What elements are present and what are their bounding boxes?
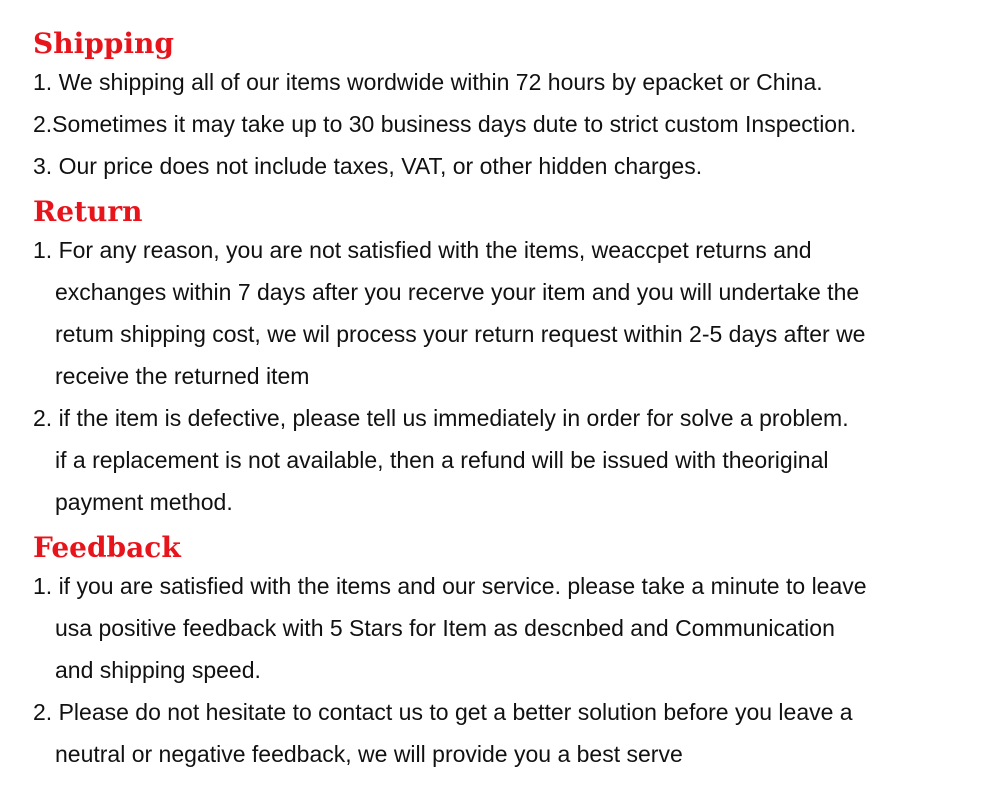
return-line-2: exchanges within 7 days after you recerve your item and you will undertake the — [55, 279, 860, 305]
feedback-line-1: 1. if you are satisfied with the items and our service. please take a minute to leave — [33, 573, 867, 599]
return-line-6: if a replacement is not available, then a refund will be issued with theoriginal — [55, 447, 829, 473]
feedback-line-4: 2. Please do not hesitate to contact us to get a better solution before you leave a — [33, 699, 853, 725]
shipping-line-2: 2.Sometimes it may take up to 30 business days dute to strict custom Inspection. — [33, 111, 857, 137]
feedback-line-5: neutral or negative feedback, we will provide you a best serve — [55, 741, 683, 767]
feedback-line-2: usa positive feedback with 5 Stars for Item as descnbed and Communication — [55, 615, 835, 641]
return-line-5: 2. if the item is defective, please tell us immediately in order for solve a problem. — [33, 405, 849, 431]
shipping-line-3: 3. Our price does not include taxes, VAT, or other hidden charges. — [33, 153, 703, 179]
shipping-line-1: 1. We shipping all of our items wordwide within 72 hours by epacket or China. — [33, 69, 823, 95]
return-heading: Return — [33, 195, 143, 228]
return-line-3: retum shipping cost, we wil process your return request within 2-5 days after we — [55, 321, 866, 347]
shipping-heading: Shipping — [33, 27, 174, 60]
feedback-heading: Feedback — [33, 531, 181, 564]
return-line-1: 1. For any reason, you are not satisfied with the items, weaccpet returns and — [33, 237, 812, 263]
feedback-line-3: and shipping speed. — [55, 657, 261, 683]
return-line-7: payment method. — [55, 489, 233, 515]
return-line-4: receive the returned item — [55, 363, 310, 389]
